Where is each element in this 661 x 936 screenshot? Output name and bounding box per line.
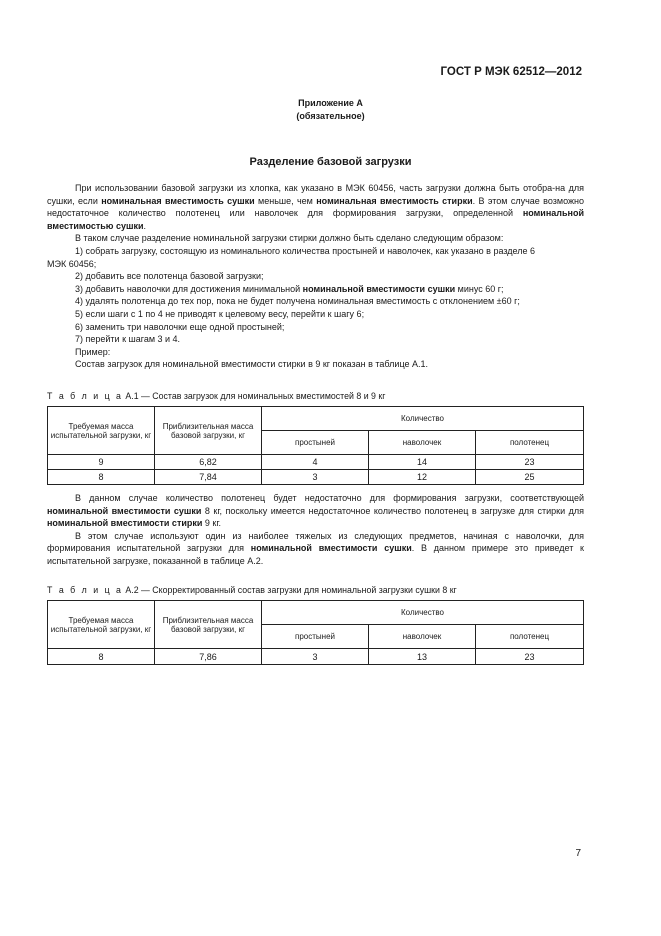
col-header-approx: Приблизительная масса базовой загрузки, кг bbox=[155, 601, 262, 649]
col-header-sheets: простыней bbox=[262, 431, 369, 455]
intro-paragraph-2: В таком случае разделение номинальной загрузки стирки должно быть сделано следующим образом: bbox=[75, 233, 504, 244]
appendix-title: Приложение А bbox=[298, 98, 363, 108]
col-header-towels: полотенец bbox=[476, 625, 584, 649]
step-3: 3) добавить наволочки для достижения минимальной номинальной вместимости сушки минус 60 г; bbox=[75, 283, 504, 294]
step-7: 7) перейти к шагам 3 и 4. bbox=[75, 334, 181, 345]
section-title: Разделение базовой загрузки bbox=[249, 156, 412, 168]
step-4: 4) удалять полотенца до тех пор, пока не будет получена номинальная вместимость с отклонением ±60 г; bbox=[75, 296, 520, 307]
middle-text bbox=[47, 492, 584, 568]
intro-text bbox=[47, 182, 584, 371]
standard-number: ГОСТ Р МЭК 62512—2012 bbox=[440, 66, 582, 78]
col-header-approx: Приблизительная масса базовой загрузки, кг bbox=[155, 407, 262, 455]
example-text: Состав загрузок для номинальной вместимости стирки в 9 кг показан в таблице А.1. bbox=[75, 359, 429, 370]
col-header-mass: Требуемая масса испытательной загрузки, кг bbox=[48, 407, 155, 455]
table-row: 8 7,86 3 13 23 bbox=[48, 649, 584, 665]
table-row: 8 7,84 3 12 25 bbox=[48, 470, 584, 485]
table-a2 bbox=[47, 600, 584, 665]
col-header-quantity: Количество bbox=[262, 407, 584, 431]
step-5: 5) если шаги с 1 по 4 не приводят к целевому весу, перейти к шагу 6; bbox=[75, 308, 365, 319]
step-6: 6) заменить три наволочки еще одной простыней; bbox=[75, 321, 285, 332]
middle-paragraph-1: В данном случае количество полотенец будет недостаточно для формирования загрузки, соответствующей номинальной вместимости сушки 8 кг, поскольку имеется недостаточное количество полотенец в загрузке для стирки для номинальной вместимости стирки 9 кг. bbox=[47, 493, 585, 529]
col-header-towels: полотенец bbox=[476, 431, 584, 455]
example-label: Пример: bbox=[75, 346, 111, 357]
col-header-mass: Требуемая масса испытательной загрузки, кг bbox=[48, 601, 155, 649]
step-1: 1) собрать загрузку, состоящую из номинального количества простыней и наволочек, как указано в разделе 6 bbox=[75, 245, 536, 256]
appendix-heading bbox=[0, 97, 661, 123]
appendix-status: (обязательное) bbox=[296, 111, 365, 121]
col-header-pillowcases: наволочек bbox=[369, 625, 476, 649]
step-1-cont: МЭК 60456; bbox=[47, 258, 97, 269]
col-header-quantity: Количество bbox=[262, 601, 584, 625]
step-2: 2) добавить все полотенца базовой загрузки; bbox=[75, 271, 264, 282]
page-number: 7 bbox=[575, 848, 581, 859]
intro-paragraph: При использовании базовой загрузки из хлопка, как указано в МЭК 60456, часть загрузки должна быть отобра-на для сушки, если номинальная вместимость сушки меньше, чем номинальная вместимость стирки. В этом случае возможно недостаточное количество полотенец или наволочек для формирования загрузки, определенной номинальной вместимостью сушки. bbox=[47, 183, 584, 231]
table-row: 9 6,82 4 14 23 bbox=[48, 455, 584, 470]
col-header-sheets: простыней bbox=[262, 625, 369, 649]
table1-caption: Т а б л и ц а А.1 — Состав загрузок для номинальных вместимостей 8 и 9 кг bbox=[47, 391, 386, 401]
table2-caption: Т а б л и ц а А.2 — Скорректированный состав загрузки для номинальной загрузки сушки 8 кг bbox=[47, 585, 457, 595]
col-header-pillowcases: наволочек bbox=[369, 431, 476, 455]
middle-paragraph-2: В этом случае используют один из наиболее тяжелых из следующих предметов, начиная с наволочки, для формирования испытательной загрузки для номинальной вместимости сушки. В данном примере это приведет к испытательной загрузке, показанной в таблице А.2. bbox=[47, 530, 584, 566]
table-a1 bbox=[47, 406, 584, 485]
